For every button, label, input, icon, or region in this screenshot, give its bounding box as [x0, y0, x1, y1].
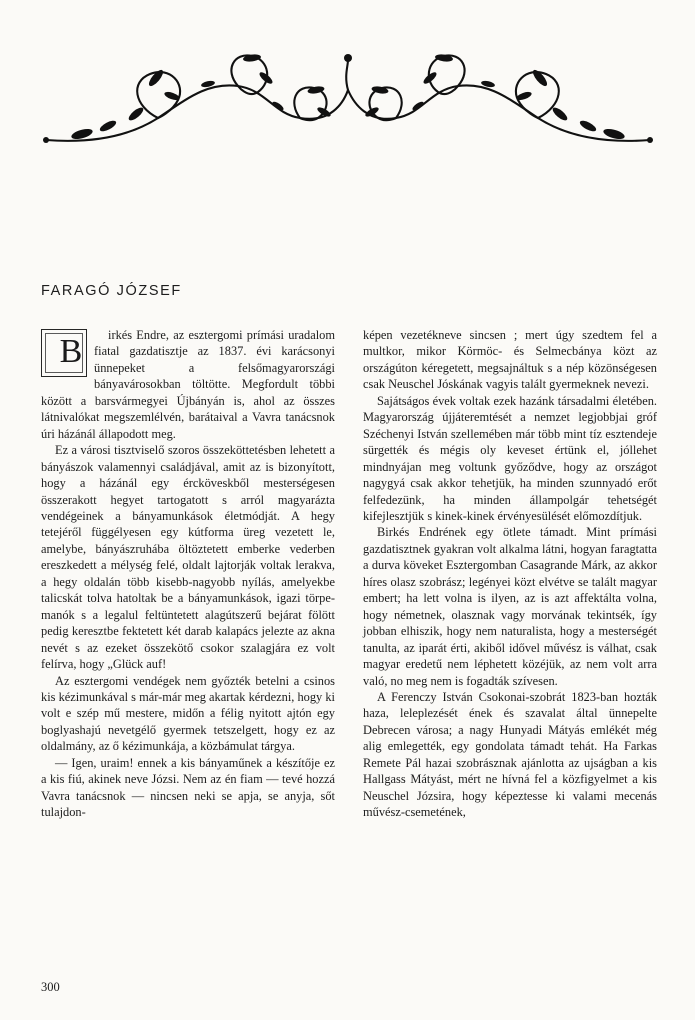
page-number: 300: [41, 980, 60, 994]
paragraph: Birkés Endrének egy ötlete támadt. Mint prímási gazdatisztnek gyakran volt alkalma látni, hogyan faragtatta a durva köveket Esztergomban Casagrande Márk, az akkor híres olasz szobrász; legényei közt elvétve se talált magyar embert; ha lett volna is ilyen, az is azt affektálta volna, hogy németnek, olasznak vagy morvának tekintsék, így jobban elhiszik, hogy nem naturalista, hogy a mesterségét tanulta, az iparát érti, akiből idővel művész is válhat, csak magyar eredetű nem léphetett közéjük, az nem volt arra való, no meg nem is fogadták szívesen.: [363, 525, 657, 688]
article-body: [41, 327, 657, 972]
drop-cap: B: [41, 329, 87, 377]
paragraph: [41, 327, 335, 442]
left-column: [41, 327, 335, 972]
paragraph: képen vezetékneve sincsen ; mert úgy szedtem fel a multkor, mikor Körmöc- és Selmecbánya közt az országúton kéregetett, megsajnáltuk s a nép közönségesen csak Neuschel Jóskának vagyis talált gyermeknek nevezi.: [363, 328, 657, 392]
paragraph: — Igen, uraim! ennek a kis bányaműnek a készítője ez a kis fiú, akinek neve Józsi. Nem az én fiam — tevé hozzá Vavra tanácsnok — nincsen neki se apja, se anyja, sőt tulajdon-: [41, 755, 335, 820]
right-column: [363, 327, 657, 972]
floral-vine-ornament: [38, 48, 658, 153]
paragraph-text: irkés Endre, az esztergomi prímási uradalom fiatal gazdatisztje az 1837. évi karácsonyi ünnepeket a felsőmagyarországi bányavárosokban töltötte. Megfordult többi között a barsvármegyei Újbányán is, ahol az összes látnivalókat megszemlélvén, barátaival a Vavra tanácsnok úri házánál állapodott meg.: [41, 328, 335, 441]
page-title: FARAGÓ JÓZSEF: [41, 283, 182, 299]
paragraph: Sajátságos évek voltak ezek hazánk társadalmi életében. Magyarország újjáteremtését a nemzet legjobbjai gróf Széchenyi István szellemében már több mint tíz esztendeje sürgették és mégis oly keveset értünk el, jóllehet mindnyájan meg voltunk győződve, hogy az országot nagygyá csak akkor tehetjük, ha minden szunnyadó erőt felfedezünk, ha minden állampolgár tehetségét kifejlesztjük s kinek-kinek érvényesülését előmozdítjuk.: [363, 393, 657, 523]
paragraph: A Ferenczy István Csokonai-szobrát 1823-ban hozták haza, leleplezését ének és szavalat által ünnepelte Debrecen városa; a nagy Hunyadi Mátyás emlékét még alig emlegették, egy gondolata támadt tehát. Ha Farkas Remete Pál hazai szobrásznak ajánlotta az ujságban a kis Hallgass Mátyást, mért ne hívná fel a közfigyelmet a kis Neuschel Józsira, hogy képeztesse ki valami mecenás művész-csemetének,: [363, 689, 657, 820]
paragraph: Az esztergomi vendégek nem győzték betelni a csinos kis kézimunkával s már-már meg akartak kérdezni, hogy ki volt e szép mű mestere, midőn a félig nyitott ajtón egy boglyashajú nevetgélő gyermek tetszelgett, hogy ez az oldalmány, az ő kézimunkája, a közbámulat tárgya.: [41, 673, 335, 754]
paragraph: Ez a városi tisztviselő szoros összeköttetésben lehetett a bányászok valamennyi családjával, amit az is bizonyított, hogy a házánál egy ércköveskből mesterségesen összerakott hegyet tartogatott s arról magyarázta vendégeinek a bányamunkások életmódját. A hegy tetejéről függélyesen egy kútforma üreg vezetett le, amelybe, bányászruhába öltöztetett emberke vederben ereszkedett a mélység felé, oldalt lajtorják voltak lerakva, a hegy oldalán több kisebb-nagyobb nyílás, amelyekbe talicskát tolva hatoltak be a bányamunkások, igazi törpe-manók s a legalul feltüntetett alagútszerű bejárat fölött pedig keresztbe fektetett két darab kalapács jelezte az akna nevét s az ezeket összekötő csokor szalagjára ez volt felírva, hogy „Glück auf!: [41, 443, 335, 672]
